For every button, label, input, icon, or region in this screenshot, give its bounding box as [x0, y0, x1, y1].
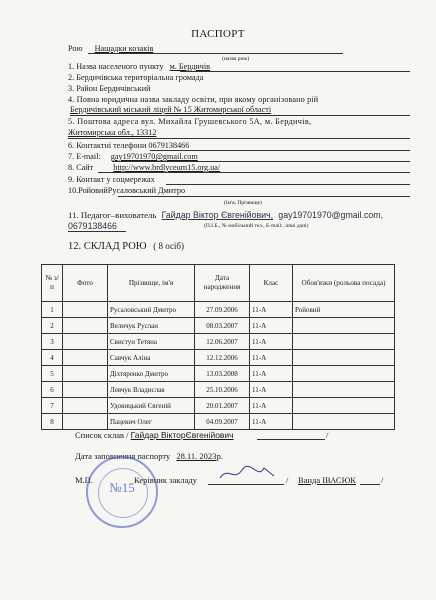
- row-role: Ройовий: [293, 302, 395, 318]
- line-1-value: м. Бердичів: [169, 62, 211, 71]
- col-number-header: № з/п: [42, 265, 63, 302]
- row-photo: [63, 382, 108, 398]
- line-1-underline: [180, 71, 410, 72]
- row-name: Савчук Аліна: [108, 350, 195, 366]
- head-label: Керівник закладу: [134, 475, 197, 485]
- row-class: 11-А: [250, 382, 293, 398]
- composition-heading: [68, 241, 184, 252]
- row-dob: 25.10.2006: [195, 382, 250, 398]
- line-11-label: 11. Педагог–вихователь: [68, 210, 157, 220]
- roy-label: Рою: [68, 44, 83, 53]
- line-7-underline: [112, 161, 410, 162]
- line-11-phone: 0679138466: [68, 221, 117, 231]
- fill-date-label: Дата заповнення паспорту: [75, 451, 171, 461]
- line-9-underline: [166, 184, 410, 185]
- row-role: [293, 414, 395, 430]
- line-8-underline: [98, 172, 410, 173]
- row-role: [293, 398, 395, 414]
- line-3: 3. Район Бердичівський: [68, 84, 151, 93]
- table-row: [42, 382, 395, 398]
- head-name-underline: [360, 484, 380, 485]
- row-number: 5: [42, 366, 63, 382]
- line-4-underline: [70, 115, 410, 116]
- row-number: 1: [42, 302, 63, 318]
- row-photo: [63, 398, 108, 414]
- fill-date-value: 28.11. 2023: [176, 451, 217, 461]
- row-number: 3: [42, 334, 63, 350]
- row-photo: [63, 414, 108, 430]
- line-5b: Житомирська обл., 13312: [68, 128, 157, 137]
- row-number: 8: [42, 414, 63, 430]
- line-5a: 5. Поштова адреса вул. Михайла Грушевського 5А, м. Бердичів,: [68, 117, 312, 126]
- line-10-value: Русаловський Дмитро: [107, 186, 186, 195]
- line-6-value: 0679138466: [148, 141, 190, 150]
- row-name: Свистун Тетяна: [108, 334, 195, 350]
- line-8-label: 8. Сайт: [68, 163, 94, 172]
- head-slash-1: /: [286, 475, 289, 485]
- row-dob: 13.03.2008: [195, 366, 250, 382]
- table-row: [42, 350, 395, 366]
- roy-underline: [88, 53, 343, 54]
- table-row: [42, 414, 395, 430]
- mp-label: М.П.: [75, 475, 93, 485]
- row-name: Пацевич Олег: [108, 414, 195, 430]
- fill-date-suffix: р.: [216, 451, 223, 461]
- line-10-note: (Ім'я, Прізвище): [224, 200, 262, 206]
- row-dob: 12.06.2007: [195, 334, 250, 350]
- head-signature-line: [208, 484, 284, 485]
- composition-count: ( 8 осіб): [153, 241, 185, 251]
- line-1-label: 1. Назва населеного пункту: [68, 62, 164, 71]
- row-photo: [63, 318, 108, 334]
- line-6-label: 6. Контактні телефони: [68, 141, 147, 150]
- line-4a: 4. Повна юридична назва закладу освіти, при якому організовано рій: [68, 95, 319, 104]
- row-number: 7: [42, 398, 63, 414]
- row-name: Русаловський Дмитро: [108, 302, 195, 318]
- list-made-underline: [257, 439, 325, 440]
- row-dob: 08.03.2007: [195, 318, 250, 334]
- table-row: [42, 334, 395, 350]
- line-10-underline: [118, 196, 410, 197]
- line-11-note: (П.І.Б., № мобільний тел., E-mail:, інші дані): [204, 223, 309, 229]
- official-stamp: [86, 456, 158, 528]
- row-role: [293, 334, 395, 350]
- row-number: 6: [42, 382, 63, 398]
- row-class: 11-А: [250, 398, 293, 414]
- row-class: 11-А: [250, 318, 293, 334]
- row-class: 11-А: [250, 334, 293, 350]
- row-class: 11-А: [250, 366, 293, 382]
- row-class: 11-А: [250, 414, 293, 430]
- row-photo: [63, 366, 108, 382]
- line-7-label: 7. E-mail:: [68, 152, 101, 161]
- row-photo: [63, 302, 108, 318]
- row-class: 11-А: [250, 350, 293, 366]
- row-name: Удовицький Євгеній: [108, 398, 195, 414]
- table-row: [42, 318, 395, 334]
- line-7-value: gay19701970@gmail.com: [110, 152, 198, 161]
- row-number: 2: [42, 318, 63, 334]
- fill-date-line: [75, 451, 223, 461]
- line-11-underline: [68, 231, 126, 232]
- roy-note: (назва рою): [222, 56, 250, 62]
- director-signature: [218, 462, 278, 484]
- col-class-header: Клас: [250, 265, 293, 302]
- line-11-phone-line: [68, 221, 117, 231]
- head-name: Ванда ІВАСЮК: [298, 475, 356, 485]
- row-dob: 27.09.2006: [195, 302, 250, 318]
- roy-value: Нащадки козаків: [94, 44, 154, 53]
- row-role: [293, 366, 395, 382]
- line-11-value: Гайдар Віктор Євгенійович,: [161, 210, 274, 220]
- row-dob: 04.09.2007: [195, 414, 250, 430]
- row-class: 11-А: [250, 302, 293, 318]
- roster-table: [41, 264, 395, 430]
- page-title: ПАСПОРТ: [191, 28, 245, 40]
- list-made-value: Гайдар ВікторЄвгенійович: [130, 430, 234, 440]
- table-header-row: [42, 265, 395, 302]
- row-name: Діхтяренко Дмитро: [108, 366, 195, 382]
- table-row: [42, 398, 395, 414]
- list-made-slash: /: [326, 430, 329, 440]
- composition-label: 12. СКЛАД РОЮ: [68, 241, 147, 252]
- col-name-header: Прізвище, ім'я: [108, 265, 195, 302]
- line-11: [68, 210, 383, 220]
- row-name: Величук Руслан: [108, 318, 195, 334]
- col-photo-header: Фото: [63, 265, 108, 302]
- row-role: [293, 318, 395, 334]
- stamp-number: №15: [109, 480, 135, 495]
- head-slash-2: /: [381, 475, 384, 485]
- row-number: 4: [42, 350, 63, 366]
- line-2: 2. Бердичівська територіальна громада: [68, 73, 204, 82]
- row-name: Левчук Владислав: [108, 382, 195, 398]
- row-dob: 20.01.2007: [195, 398, 250, 414]
- line-10-label: 10.Ройовий: [68, 186, 108, 195]
- row-photo: [63, 350, 108, 366]
- line-4b: Бердичівський міський ліцей № 15 Житомирської області: [70, 105, 272, 114]
- row-role: [293, 382, 395, 398]
- line-8-value: http://www.brdlyceum15.org.ua/: [113, 163, 221, 172]
- row-photo: [63, 334, 108, 350]
- row-role: [293, 350, 395, 366]
- line-9: 9. Контакт у соцмережах: [68, 175, 155, 184]
- line-5-underline: [68, 138, 410, 139]
- list-made-line: [75, 430, 234, 440]
- table-row: [42, 302, 395, 318]
- line-10: [68, 186, 185, 196]
- col-dob-header: Дата народження: [195, 265, 250, 302]
- line-6-underline: [150, 150, 410, 151]
- table-row: [42, 366, 395, 382]
- line-11-email: gay19701970@gmail.com,: [278, 210, 384, 220]
- list-made-label: Список склав /: [75, 430, 129, 440]
- col-role-header: Обов'язки (рольова посада): [293, 265, 395, 302]
- row-dob: 12.12.2006: [195, 350, 250, 366]
